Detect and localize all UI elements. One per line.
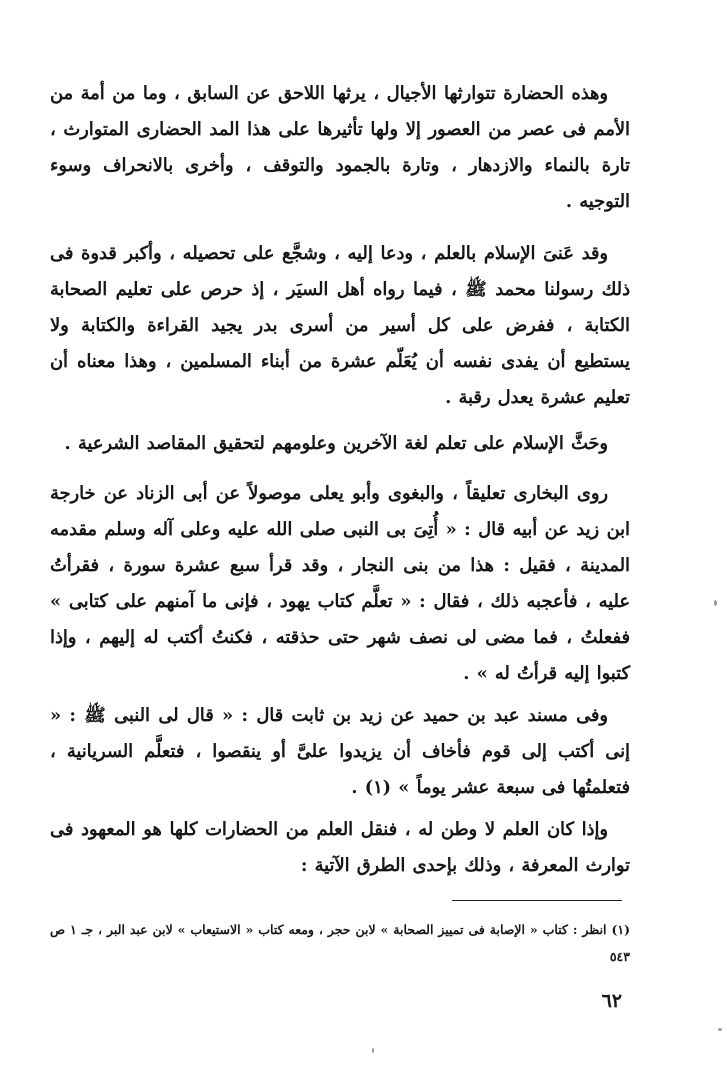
paragraph-islam-knowledge: وقد عَنىَ الإسلام بالعلم ، ودعا إليه ، وشجَّع على تحصيله ، وأكبر قدوة فى ذلك رسولنا محمد ﷺ ، فيما رواه أهل السيَر ، إذ حرص على تعليم الصحابة الكتابة ، ففرض على كل أسير من أسرى بدر يجيد القراءة والكتابة ولا يستطيع أن يفدى نفسه أن يُعَلّم عشرة من أبناء المسلمين ، وهذا معناه أن تعليم عشرة يعدل رقبة . bbox=[50, 243, 630, 408]
paragraph-transfer-of-knowledge: وإذا كان العلم لا وطن له ، فنقل العلم من الحضارات كلها هو المعهود فى توارث المعرفة ، وذلك بإحدى الطرق الآتية : bbox=[50, 819, 630, 876]
page-number: ٦٢ bbox=[601, 990, 622, 1012]
paragraph-languages: وحَثَّ الإسلام على تعلم لغة الآخرين وعلومهم لتحقيق المقاصد الشرعية . bbox=[64, 433, 608, 454]
book-page bbox=[50, 76, 630, 1016]
footnote-divider bbox=[452, 900, 622, 901]
paragraph-bukhari-narration: روى البخارى تعليقاً ، والبغوى وأبو يعلى موصولاً عن أبى الزناد عن خارجة ابن زيد عن أبيه قال : « أُتِىَ بى النبى صلى الله عليه وعلى آله وسلم مقدمه المدينة ، فقيل : هذا من بنى النجار ، وقد قرأ سبع عشرة سورة ، فقرأتُ عليه ، فأعجبه ذلك ، فقال : « تعلَّم كتاب يهود ، فإنى ما آمنهم على كتابى » ففعلتُ ، فما مضى لى نصف شهر حتى حذقته ، فكنتُ أكتب له إليهم ، وإذا كتبوا إليه قرأتُ له » . bbox=[50, 483, 630, 684]
paragraph-musnad-narration: وفى مسند عبد بن حميد عن زيد بن ثابت قال : « قال لى النبى ﷺ : « إنى أكتب إلى قوم فأخاف أن يزيدوا علىَّ أو ينقصوا ، فتعلَّم السريانية ، فتعلمتُها فى سبعة عشر يوماً » (١) . bbox=[50, 705, 631, 798]
scan-speck bbox=[372, 1048, 374, 1053]
footnote: (١) انظر : كتاب « الإصابة فى تمييز الصحابة » لابن حجر ، ومعه كتاب « الاستيعاب » لابن عبد البر ، جـ ١ ص ٥٤٣ bbox=[50, 922, 630, 964]
scan-speck bbox=[718, 1028, 722, 1031]
paragraph-civilization: وهذه الحضارة تتوارثها الأجيال ، يرثها اللاحق عن السابق ، وما من أمة من الأمم فى عصر من العصور إلا ولها تأثيرها على هذا المد الحضارى المتوارث ، تارة بالنماء والازدهار ، وتارة بالجمود والتوقف ، وأخرى بالانحراف وسوء التوجيه . bbox=[50, 83, 630, 212]
scan-speck bbox=[714, 600, 717, 606]
